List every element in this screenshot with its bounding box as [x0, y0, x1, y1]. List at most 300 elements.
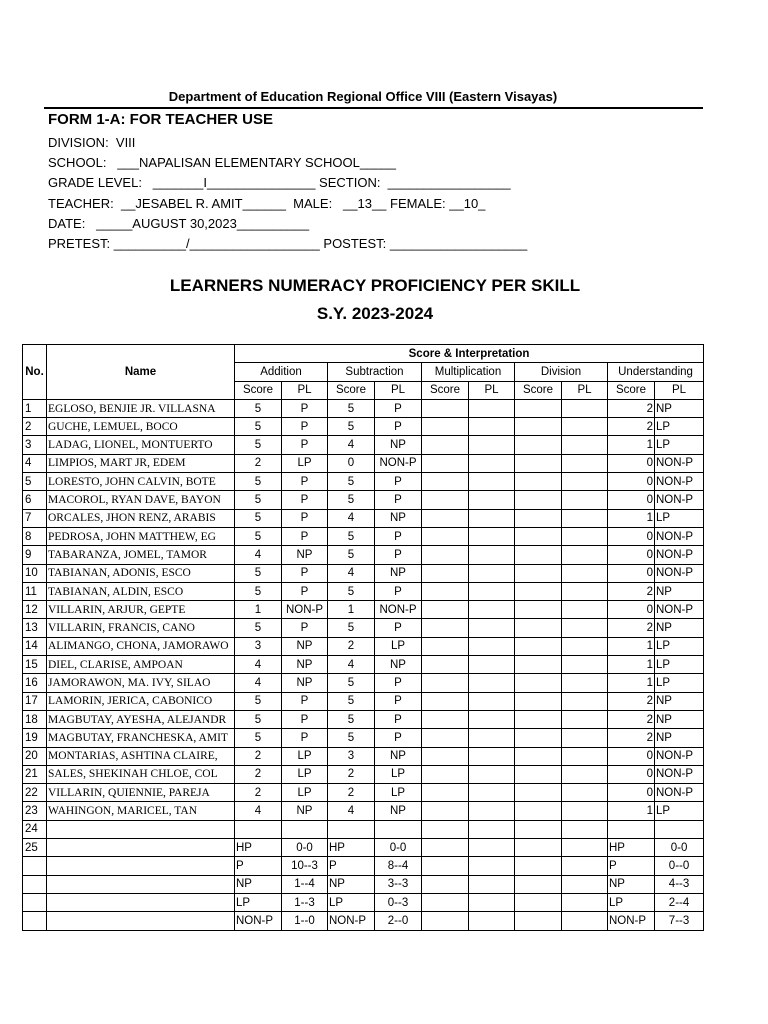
understanding-pl: NON-P [655, 491, 704, 509]
subtraction-pl: P [375, 619, 422, 637]
subtraction-score: 5 [328, 491, 375, 509]
understanding-score: 0 [608, 601, 655, 619]
sub-header-pl: PL [655, 381, 704, 399]
understanding-score: 2 [608, 582, 655, 600]
table-row [23, 619, 704, 637]
table-row [23, 418, 704, 436]
subtraction-score: 5 [328, 692, 375, 710]
understanding-pl: LP [655, 656, 704, 674]
row-number: 9 [23, 546, 47, 564]
division-pl [562, 399, 608, 417]
sub-header-pl: PL [375, 381, 422, 399]
learner-name: PEDROSA, JOHN MATTHEW, EG [47, 527, 235, 545]
subtraction-pl: P [375, 710, 422, 728]
row-number: 2 [23, 418, 47, 436]
understanding-pl: LP [655, 436, 704, 454]
understanding-summary-count: 0--0 [655, 857, 704, 875]
subtraction-score: 2 [328, 637, 375, 655]
division-score [515, 601, 562, 619]
learner-name: MAGBUTAY, AYESHA, ALEJANDR [47, 710, 235, 728]
division-summary-blank [515, 839, 562, 857]
learner-name: ORCALES, JHON RENZ, ARABIS [47, 509, 235, 527]
subtraction-pl: P [375, 418, 422, 436]
multiplication-summary-blank [469, 912, 515, 930]
subtraction-summary-count: 3--3 [375, 875, 422, 893]
learner-name: GUCHE, LEMUEL, BOCO [47, 418, 235, 436]
table-row [23, 491, 704, 509]
addition-pl: P [282, 729, 328, 747]
subtraction-pl: P [375, 491, 422, 509]
multiplication-summary-blank [469, 839, 515, 857]
table-row [23, 692, 704, 710]
subtraction-score: 3 [328, 747, 375, 765]
subtraction-summary-label: HP [328, 839, 375, 857]
sub-header-score: Score [235, 381, 282, 399]
subtraction-score: 4 [328, 509, 375, 527]
division-pl [562, 820, 608, 838]
summary-name-blank [47, 912, 235, 930]
multiplication-summary-blank [469, 875, 515, 893]
subtraction-pl: LP [375, 784, 422, 802]
addition-pl: P [282, 418, 328, 436]
multiplication-pl [469, 765, 515, 783]
multiplication-score [422, 527, 469, 545]
multiplication-score [422, 399, 469, 417]
division-pl [562, 729, 608, 747]
subtraction-pl: NON-P [375, 454, 422, 472]
division-score [515, 418, 562, 436]
sub-header-score: Score [608, 381, 655, 399]
subtraction-score: 0 [328, 454, 375, 472]
multiplication-summary-blank [422, 857, 469, 875]
division-pl [562, 491, 608, 509]
addition-pl: LP [282, 454, 328, 472]
understanding-pl: LP [655, 674, 704, 692]
addition-pl: NP [282, 546, 328, 564]
addition-score: 4 [235, 802, 282, 820]
table-row [23, 473, 704, 491]
division-summary-blank [515, 875, 562, 893]
multiplication-score [422, 710, 469, 728]
understanding-pl: NON-P [655, 473, 704, 491]
row-number: 25 [23, 839, 47, 857]
division-score [515, 710, 562, 728]
division-pl [562, 747, 608, 765]
addition-score: 5 [235, 436, 282, 454]
learner-name: MACOROL, RYAN DAVE, BAYON [47, 491, 235, 509]
division-score [515, 674, 562, 692]
addition-summary-count: 1--3 [282, 893, 328, 911]
subtraction-pl: P [375, 473, 422, 491]
addition-pl: P [282, 491, 328, 509]
division-pl [562, 436, 608, 454]
skill-header-understanding: Understanding [608, 363, 704, 381]
division-score [515, 473, 562, 491]
learner-name: TABIANAN, ALDIN, ESCO [47, 582, 235, 600]
multiplication-pl [469, 454, 515, 472]
understanding-pl [655, 820, 704, 838]
understanding-score: 1 [608, 637, 655, 655]
understanding-summary-count: 0-0 [655, 839, 704, 857]
understanding-pl: NON-P [655, 454, 704, 472]
multiplication-pl [469, 656, 515, 674]
multiplication-score [422, 784, 469, 802]
addition-pl: NP [282, 802, 328, 820]
division-pl [562, 527, 608, 545]
row-number: 17 [23, 692, 47, 710]
addition-score [235, 820, 282, 838]
understanding-score: 2 [608, 399, 655, 417]
division-score [515, 619, 562, 637]
row-number [23, 875, 47, 893]
division-pl [562, 692, 608, 710]
multiplication-pl [469, 582, 515, 600]
addition-pl: P [282, 473, 328, 491]
table-row [23, 527, 704, 545]
division-score [515, 454, 562, 472]
addition-score: 5 [235, 582, 282, 600]
learner-name: JAMORAWON, MA. IVY, SILAO [47, 674, 235, 692]
row-number: 16 [23, 674, 47, 692]
summary-name-blank [47, 893, 235, 911]
understanding-summary-count: 2--4 [655, 893, 704, 911]
row-number: 24 [23, 820, 47, 838]
multiplication-pl [469, 564, 515, 582]
row-number: 18 [23, 710, 47, 728]
row-number: 22 [23, 784, 47, 802]
multiplication-score [422, 729, 469, 747]
subtraction-score: 5 [328, 418, 375, 436]
learner-name: SALES, SHEKINAH CHLOE, COL [47, 765, 235, 783]
addition-summary-label: LP [235, 893, 282, 911]
division-pl [562, 546, 608, 564]
addition-pl: P [282, 436, 328, 454]
addition-summary-count: 0-0 [282, 839, 328, 857]
multiplication-pl [469, 527, 515, 545]
multiplication-score [422, 582, 469, 600]
subtraction-score: 5 [328, 710, 375, 728]
division-score [515, 637, 562, 655]
multiplication-summary-blank [469, 893, 515, 911]
understanding-pl: NON-P [655, 765, 704, 783]
row-number: 20 [23, 747, 47, 765]
multiplication-pl [469, 637, 515, 655]
skill-header-subtraction: Subtraction [328, 363, 422, 381]
subtraction-score: 5 [328, 582, 375, 600]
subtraction-pl: P [375, 399, 422, 417]
subtraction-score [328, 820, 375, 838]
understanding-score: 0 [608, 491, 655, 509]
understanding-pl: LP [655, 509, 704, 527]
school-year: S.Y. 2023-2024 [316, 304, 434, 323]
addition-score: 5 [235, 491, 282, 509]
subtraction-pl: P [375, 582, 422, 600]
summary-row [23, 857, 704, 875]
understanding-score: 2 [608, 619, 655, 637]
division-pl [562, 454, 608, 472]
table-row [23, 637, 704, 655]
summary-name-blank [47, 857, 235, 875]
school-line: SCHOOL: ___NAPALISAN ELEMENTARY SCHOOL_____ [48, 155, 397, 170]
multiplication-pl [469, 601, 515, 619]
sub-header-pl: PL [469, 381, 515, 399]
learner-name: TABIANAN, ADONIS, ESCO [47, 564, 235, 582]
subtraction-score: 4 [328, 436, 375, 454]
grade-line: GRADE LEVEL: _______I_______________ SECTION: _________________ [48, 175, 511, 190]
multiplication-score [422, 564, 469, 582]
addition-pl: P [282, 527, 328, 545]
division-summary-blank [562, 857, 608, 875]
subtraction-pl: NP [375, 436, 422, 454]
division-pl [562, 802, 608, 820]
understanding-score: 2 [608, 710, 655, 728]
division-score [515, 491, 562, 509]
table-row [23, 747, 704, 765]
addition-pl: NP [282, 656, 328, 674]
learner-name: VILLARIN, FRANCIS, CANO [47, 619, 235, 637]
division-pl [562, 710, 608, 728]
test-line: PRETEST: __________/__________________ POSTEST: ___________________ [48, 236, 528, 251]
skill-header-multiplication: Multiplication [422, 363, 515, 381]
table-row [23, 784, 704, 802]
addition-score: 2 [235, 454, 282, 472]
subtraction-pl: NON-P [375, 601, 422, 619]
multiplication-score [422, 436, 469, 454]
division-score [515, 527, 562, 545]
subtraction-score: 5 [328, 674, 375, 692]
understanding-pl: LP [655, 637, 704, 655]
learner-name [47, 820, 235, 838]
learner-name: WAHINGON, MARICEL, TAN [47, 802, 235, 820]
subtraction-summary-label: NON-P [328, 912, 375, 930]
understanding-summary-label: LP [608, 893, 655, 911]
addition-score: 5 [235, 564, 282, 582]
multiplication-score [422, 765, 469, 783]
division-score [515, 436, 562, 454]
learner-name: LIMPIOS, MART JR, EDEM [47, 454, 235, 472]
division-score [515, 765, 562, 783]
division-pl [562, 473, 608, 491]
addition-score: 2 [235, 784, 282, 802]
multiplication-score [422, 454, 469, 472]
division-summary-blank [515, 893, 562, 911]
addition-summary-count: 1--0 [282, 912, 328, 930]
understanding-score: 2 [608, 418, 655, 436]
table-row [23, 820, 704, 838]
date-line: DATE: _____AUGUST 30,2023__________ [48, 216, 310, 231]
understanding-pl: NON-P [655, 564, 704, 582]
multiplication-score [422, 802, 469, 820]
sub-header-pl: PL [282, 381, 328, 399]
division-score [515, 692, 562, 710]
multiplication-pl [469, 436, 515, 454]
addition-summary-count: 10--3 [282, 857, 328, 875]
subtraction-pl: LP [375, 637, 422, 655]
sub-header-pl: PL [562, 381, 608, 399]
multiplication-pl [469, 710, 515, 728]
row-number [23, 893, 47, 911]
understanding-score: 1 [608, 802, 655, 820]
subtraction-pl: P [375, 729, 422, 747]
understanding-pl: NON-P [655, 527, 704, 545]
division-score [515, 729, 562, 747]
form-title: FORM 1-A: FOR TEACHER USE [48, 111, 273, 128]
subtraction-score: 2 [328, 765, 375, 783]
division-summary-blank [562, 839, 608, 857]
row-number [23, 912, 47, 930]
multiplication-pl [469, 546, 515, 564]
addition-pl: LP [282, 784, 328, 802]
row-number: 15 [23, 656, 47, 674]
multiplication-score [422, 491, 469, 509]
addition-score: 2 [235, 747, 282, 765]
addition-score: 5 [235, 509, 282, 527]
addition-pl: NP [282, 674, 328, 692]
addition-pl: LP [282, 765, 328, 783]
row-number: 10 [23, 564, 47, 582]
table-row [23, 674, 704, 692]
subtraction-summary-count: 0-0 [375, 839, 422, 857]
subtraction-score: 5 [328, 399, 375, 417]
table-row [23, 802, 704, 820]
understanding-pl: NP [655, 582, 704, 600]
addition-pl: NON-P [282, 601, 328, 619]
addition-summary-label: P [235, 857, 282, 875]
division-pl [562, 564, 608, 582]
addition-pl [282, 820, 328, 838]
row-number: 7 [23, 509, 47, 527]
table-row [23, 729, 704, 747]
division-pl [562, 582, 608, 600]
understanding-score: 2 [608, 729, 655, 747]
row-number: 5 [23, 473, 47, 491]
multiplication-score [422, 546, 469, 564]
multiplication-pl [469, 674, 515, 692]
report-title: LEARNERS NUMERACY PROFICIENCY PER SKILL [169, 276, 581, 295]
learner-name: VILLARIN, QUIENNIE, PAREJA [47, 784, 235, 802]
table-row [23, 399, 704, 417]
subtraction-score: 1 [328, 601, 375, 619]
addition-pl: P [282, 564, 328, 582]
multiplication-pl [469, 729, 515, 747]
summary-row [23, 875, 704, 893]
addition-pl: P [282, 509, 328, 527]
understanding-score: 1 [608, 436, 655, 454]
addition-pl: P [282, 582, 328, 600]
division-score [515, 820, 562, 838]
multiplication-pl [469, 692, 515, 710]
division-score [515, 546, 562, 564]
understanding-score: 0 [608, 546, 655, 564]
understanding-summary-label: P [608, 857, 655, 875]
addition-pl: NP [282, 637, 328, 655]
addition-score: 5 [235, 692, 282, 710]
multiplication-pl [469, 747, 515, 765]
multiplication-score [422, 692, 469, 710]
multiplication-score [422, 820, 469, 838]
addition-summary-label: HP [235, 839, 282, 857]
score-interpretation-header: Score & Interpretation [235, 345, 704, 363]
subtraction-pl: NP [375, 656, 422, 674]
multiplication-summary-blank [422, 893, 469, 911]
addition-score: 4 [235, 546, 282, 564]
understanding-summary-label: NP [608, 875, 655, 893]
division-summary-blank [562, 912, 608, 930]
summary-name-blank [47, 875, 235, 893]
learner-name: MAGBUTAY, FRANCHESKA, AMIT [47, 729, 235, 747]
multiplication-pl [469, 491, 515, 509]
division-score [515, 802, 562, 820]
multiplication-pl [469, 418, 515, 436]
row-number: 11 [23, 582, 47, 600]
table-row [23, 454, 704, 472]
table-row [23, 582, 704, 600]
row-number: 14 [23, 637, 47, 655]
multiplication-pl [469, 619, 515, 637]
understanding-score: 0 [608, 784, 655, 802]
understanding-score: 0 [608, 454, 655, 472]
learner-name: VILLARIN, ARJUR, GEPTE [47, 601, 235, 619]
addition-score: 5 [235, 710, 282, 728]
understanding-score: 1 [608, 656, 655, 674]
subtraction-score: 2 [328, 784, 375, 802]
understanding-summary-count: 7--3 [655, 912, 704, 930]
division-pl [562, 784, 608, 802]
table-row [23, 546, 704, 564]
multiplication-pl [469, 509, 515, 527]
division-summary-blank [515, 912, 562, 930]
understanding-score: 1 [608, 674, 655, 692]
subtraction-score: 4 [328, 656, 375, 674]
subtraction-pl: P [375, 692, 422, 710]
division-pl [562, 509, 608, 527]
addition-summary-count: 1--4 [282, 875, 328, 893]
division-score [515, 656, 562, 674]
learner-name: LADAG, LIONEL, MONTUERTO [47, 436, 235, 454]
subtraction-summary-count: 2--0 [375, 912, 422, 930]
summary-row [23, 893, 704, 911]
table-row [23, 656, 704, 674]
multiplication-pl [469, 802, 515, 820]
division-score [515, 784, 562, 802]
understanding-score: 0 [608, 765, 655, 783]
table-row [23, 436, 704, 454]
multiplication-summary-blank [469, 857, 515, 875]
division-summary-blank [515, 857, 562, 875]
summary-row [23, 839, 704, 857]
learner-name: EGLOSO, BENJIE JR. VILLASNA [47, 399, 235, 417]
addition-score: 5 [235, 527, 282, 545]
proficiency-table [22, 344, 704, 931]
division-line: DIVISION: VIII [48, 135, 136, 150]
multiplication-summary-blank [422, 839, 469, 857]
division-pl [562, 637, 608, 655]
subtraction-summary-label: NP [328, 875, 375, 893]
row-number: 13 [23, 619, 47, 637]
division-score [515, 747, 562, 765]
subtraction-score: 4 [328, 564, 375, 582]
subtraction-pl: P [375, 674, 422, 692]
learner-name: LAMORIN, JERICA, CABONICO [47, 692, 235, 710]
division-pl [562, 601, 608, 619]
row-number: 21 [23, 765, 47, 783]
division-score [515, 509, 562, 527]
multiplication-score [422, 619, 469, 637]
understanding-summary-label: HP [608, 839, 655, 857]
learner-name: MONTARIAS, ASHTINA CLAIRE, [47, 747, 235, 765]
multiplication-score [422, 674, 469, 692]
division-summary-blank [562, 875, 608, 893]
